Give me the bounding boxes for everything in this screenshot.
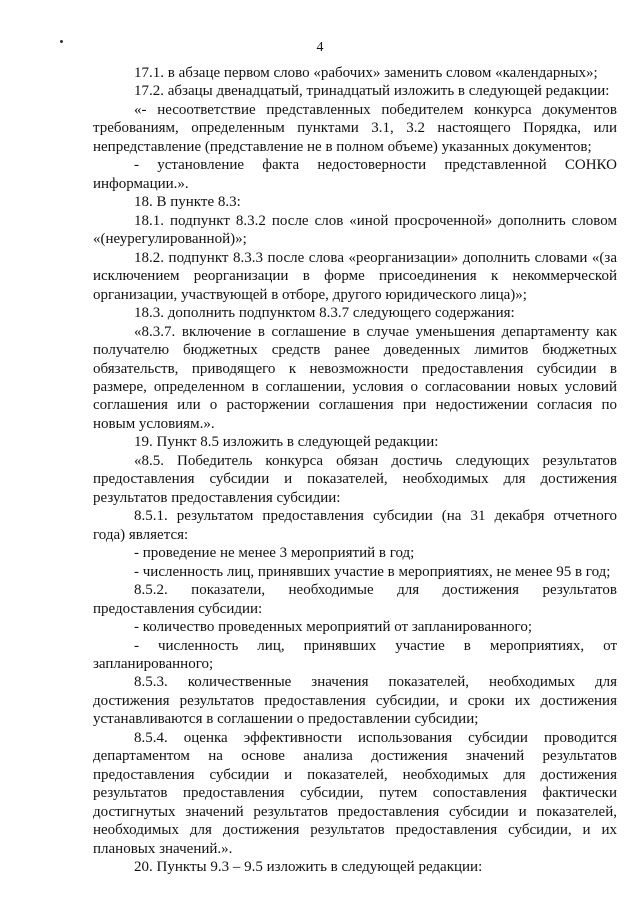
- text-line: - количество проведенных мероприятий от запланированного;: [134, 619, 532, 636]
- text-line: 8.5.3. количественные значения показателей, необходимых для: [134, 674, 617, 691]
- text-line: плановых значений.».: [93, 840, 233, 857]
- text-line: «- несоответствие представленных победителем конкурса документов: [134, 101, 617, 118]
- text-line: - установление факта недостоверности представленной СОНКО: [134, 157, 617, 174]
- text-line: необходимых для достижения результатов предоставления субсидии, и их: [93, 822, 617, 839]
- text-line: информации.».: [93, 175, 189, 192]
- text-line: 17.1. в абзаце первом слово «рабочих» заменить словом «календарных»;: [134, 65, 598, 81]
- text-line: 8.5.4. оценка эффективности использования субсидии проводится: [134, 729, 617, 746]
- text-line: новым условиям.».: [93, 415, 215, 432]
- text-line: департаментом на основе анализа достижения значений результатов: [93, 748, 617, 765]
- text-line: достижения результатов предоставления субсидии, и сроки их достижения: [93, 692, 617, 709]
- text-line: - численность лиц, принявших участие в мероприятиях, от: [134, 637, 617, 654]
- text-line: устанавливаются в соглашении о предоставлении субсидии;: [93, 711, 479, 728]
- text-line: 8.5.2. показатели, необходимые для достижения результатов: [134, 582, 617, 599]
- document-body: [93, 64, 617, 877]
- text-line: требованиям, определенным пунктами 3.1, 3.2 настоящего Порядка, или: [93, 120, 617, 137]
- text-line: 20. Пункты 9.3 – 9.5 изложить в следующей редакции:: [134, 859, 483, 876]
- text-line: 8.5.1. результатом предоставления субсидии (на 31 декабря отчетного: [134, 508, 617, 525]
- text-line: обязательств, приводящего к невозможности предоставления субсидии в: [93, 360, 617, 377]
- text-line: результатов предоставления субсидии:: [93, 489, 341, 506]
- text-line: организации, участвующей в отборе, другого юридического лица)»;: [93, 286, 527, 303]
- text-line: «8.5. Победитель конкурса обязан достичь следующих результатов: [134, 452, 617, 469]
- text-line: результатов предоставления субсидии, путем сопоставления фактически: [93, 785, 617, 802]
- text-line: «8.3.7. включение в соглашение в случае уменьшения департаменту как: [134, 323, 617, 340]
- text-line: предоставления субсидии:: [93, 600, 263, 617]
- text-line: 18.2. подпункт 8.3.3 после слова «реорганизации» дополнить словами «(за: [134, 249, 617, 266]
- page-number: 4: [316, 40, 324, 55]
- text-line: 18.1. подпункт 8.3.2 после слов «иной просроченной» дополнить словом: [134, 212, 617, 229]
- text-line: непредставление (представление не в полном объеме) указанных документов;: [93, 138, 592, 155]
- text-line: года) является:: [93, 526, 189, 543]
- text-line: исключением реорганизации в форме присоединения к некоммерческой: [93, 268, 617, 285]
- text-line: запланированного;: [93, 656, 214, 672]
- text-line: предоставления субсидии и показателей, необходимых для достижения: [93, 471, 617, 488]
- text-line: 18. В пункте 8.3:: [134, 194, 241, 211]
- text-line: предоставления субсидии и показателей, необходимых для достижения: [93, 766, 617, 783]
- text-line: размере, определенном в соглашении, условия о согласовании новых условий: [93, 378, 617, 395]
- text-line: соглашения или о расторжении соглашения при недостижении согласия по: [93, 397, 617, 414]
- text-line: - проведение не менее 3 мероприятий в год;: [134, 545, 415, 562]
- text-line: 17.2. абзацы двенадцатый, тринадцатый изложить в следующей редакции:: [134, 83, 610, 100]
- text-line: 18.3. дополнить подпунктом 8.3.7 следующего содержания:: [134, 305, 515, 322]
- text-line: - численность лиц, принявших участие в мероприятиях, не менее 95 в год;: [134, 563, 611, 580]
- text-line: «(неурегулированной)»;: [93, 231, 247, 248]
- text-line: достигнутых значений результатов предоставления субсидии и показателей,: [93, 803, 617, 820]
- text-line: получателю бюджетных средств ранее доведенных лимитов бюджетных: [93, 342, 617, 359]
- text-line: 19. Пункт 8.5 изложить в следующей редакции:: [134, 434, 439, 451]
